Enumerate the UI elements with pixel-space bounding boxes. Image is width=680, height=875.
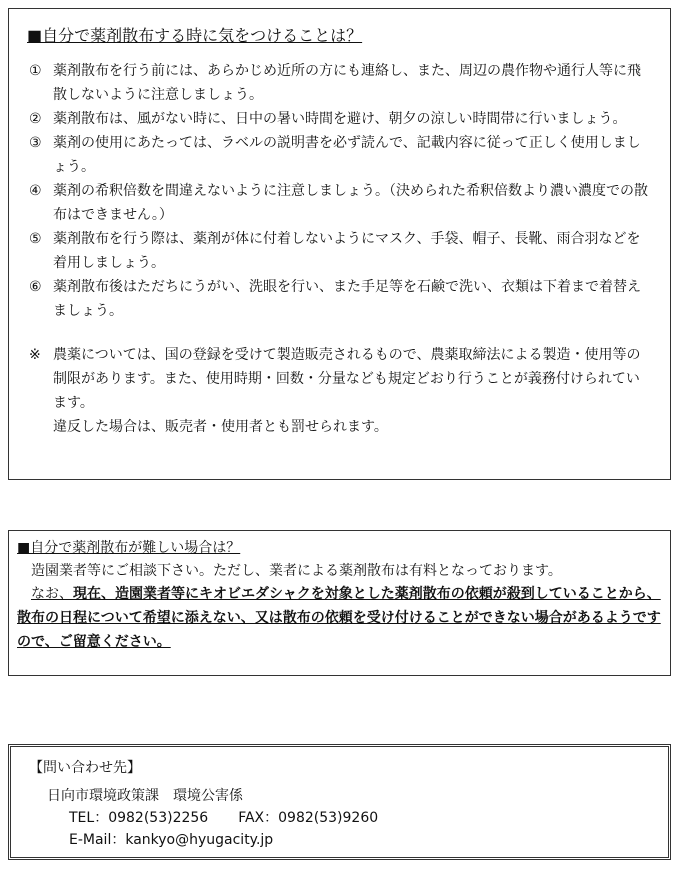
contact-title: 【問い合わせ先】: [29, 760, 141, 776]
list-text: 薬剤散布を行う前には、あらかじめ近所の方にも連絡し、また、周辺の農作物や通行人等に飛散しないように注意しましょう。: [53, 63, 641, 103]
contact-email: E-Mail：kankyo@hyugacity.jp: [69, 832, 274, 848]
list-text: 薬剤散布後はただちにうがい、洗眼を行い、また手足等を石鹸で洗い、衣類は下着まで着替えましょう。: [53, 279, 641, 319]
note-text-violation: 違反した場合は、販売者・使用者とも罰せられます。: [53, 419, 388, 435]
precautions-box: [8, 8, 671, 480]
notice-body: 現在、造園業者等にキオビエダシャクを対象とした薬剤散布の依頼が殺到していることから、散布の日程について希望に添えない、又は散布の依頼を受け付けることができない場合があるようですので、ご留意ください。: [17, 586, 661, 650]
contact-phone-row: [69, 807, 650, 829]
list-marker: ③: [29, 135, 42, 151]
list-text: 薬剤散布は、風がない時に、日中の暑い時間を避け、朝夕の涼しい時間帯に行いましょう。: [53, 111, 627, 127]
list-marker: ②: [29, 111, 42, 127]
list-item: [29, 131, 650, 179]
notice-lead: なお、: [31, 586, 73, 602]
precautions-list: [29, 59, 650, 323]
list-text: 薬剤散布を行う際は、薬剤が体に付着しないようにマスク、手袋、帽子、長靴、雨合羽などを着用しましょう。: [53, 231, 641, 271]
list-item: [29, 275, 650, 323]
difficult-case-box: [8, 530, 671, 676]
list-item: [29, 227, 650, 275]
list-text: 薬剤の希釈倍数を間違えないように注意しましょう。（決められた希釈倍数より濃い濃度での散布はできません。）: [53, 183, 648, 223]
contact-box: [8, 744, 671, 860]
list-item: [29, 179, 650, 227]
list-item: [29, 59, 650, 107]
list-text: 薬剤の使用にあたっては、ラベルの説明書を必ず読んで、記載内容に従って正しく使用しましょう。: [53, 135, 641, 175]
list-marker: ⑥: [29, 279, 42, 295]
consult-text: 造園業者等にご相談下さい。ただし、業者による薬剤散布は有料となっております。: [31, 563, 562, 579]
list-marker: ⑤: [29, 231, 42, 247]
contact-department: 日向市環境政策課 環境公害係: [47, 788, 243, 804]
regulation-note: [29, 343, 650, 439]
difficult-case-title: ■自分で薬剤散布が難しい場合は？: [17, 540, 241, 556]
list-marker: ④: [29, 183, 42, 199]
contact-fax: FAX：0982(53)9260: [238, 810, 379, 826]
precautions-title: ■自分で薬剤散布する時に気をつけることは？: [27, 26, 363, 45]
list-item: [29, 107, 650, 131]
note-marker: ※: [29, 347, 41, 363]
contact-tel: TEL：0982(53)2256: [69, 810, 209, 826]
note-text: 農薬については、国の登録を受けて製造販売されるもので、農薬取締法による製造・使用等の制限があります。また、使用時期・回数・分量なども規定どおり行うことが義務付けられています。: [53, 347, 641, 411]
notice-text: [17, 582, 662, 654]
list-marker: ①: [29, 63, 42, 79]
